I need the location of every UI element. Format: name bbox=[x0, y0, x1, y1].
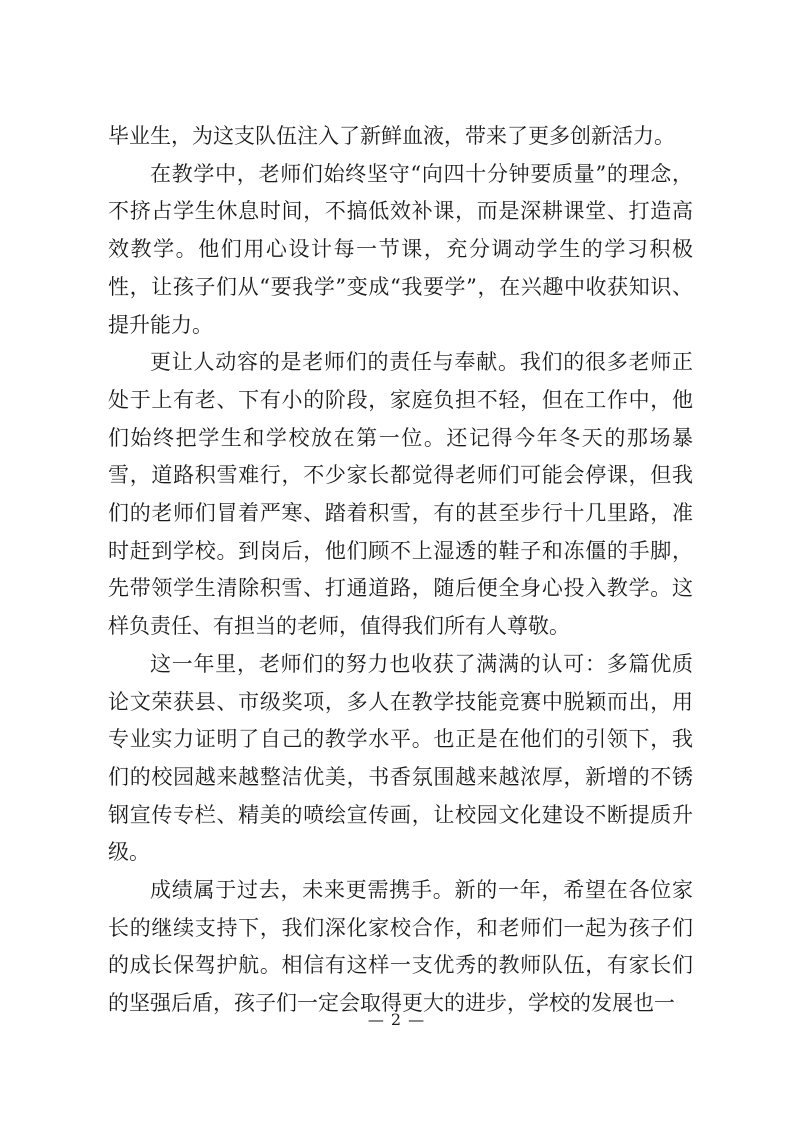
paragraph-dedication: 更让人动容的是老师们的责任与奉献。我们的很多老师正处于上有老、下有小的阶段，家庭负担不轻，但在工作中，他们始终把学生和学校放在第一位。还记得今年冬天的那场暴雪，道路积雪难行，不少家长都觉得老师们可能会停课，但我们的老师们冒着严寒、踏着积雪，有的甚至步行十几里路，准时赶到学校。到岗后，他们顾不上湿透的鞋子和冻僵的手脚，先带领学生清除积雪、打通道路，随后便全身心投入教学。这样负责任、有担当的老师，值得我们所有人尊敬。 bbox=[108, 350, 693, 639]
document-body bbox=[108, 118, 693, 1023]
paragraph-future: 成绩属于过去，未来更需携手。新的一年，希望在各位家长的继续支持下，我们深化家校合作，和老师们一起为孩子们的成长保驾护航。相信有这样一支优秀的教师队伍，有家长们的坚强后盾，孩子们一定会取得更大的进步，学校的发展也一 bbox=[108, 878, 693, 1016]
paragraph-achievements: 这一年里，老师们的努力也收获了满满的认可：多篇优质论文荣获县、市级奖项，多人在教学技能竞赛中脱颖而出，用专业实力证明了自己的教学水平。也正是在他们的引领下，我们的校园越来越整洁优美，书香氛围越来越浓厚，新增的不锈钢宣传专栏、精美的喷绘宣传画，让校园文化建设不断提质升级。 bbox=[108, 651, 693, 865]
page-number: — 2 — bbox=[367, 1010, 426, 1029]
paragraph-continued: 毕业生，为这支队伍注入了新鲜血液，带来了更多创新活力。 bbox=[108, 124, 675, 148]
paragraph-teaching: 在教学中，老师们始终坚守“向四十分钟要质量”的理念，不挤占学生休息时间，不搞低效补课，而是深耕课堂、打造高效教学。他们用心设计每一节课，充分调动学生的学习积极性，让孩子们从“要我学”变成“我要学”，在兴趣中收获知识、提升能力。 bbox=[108, 161, 693, 337]
